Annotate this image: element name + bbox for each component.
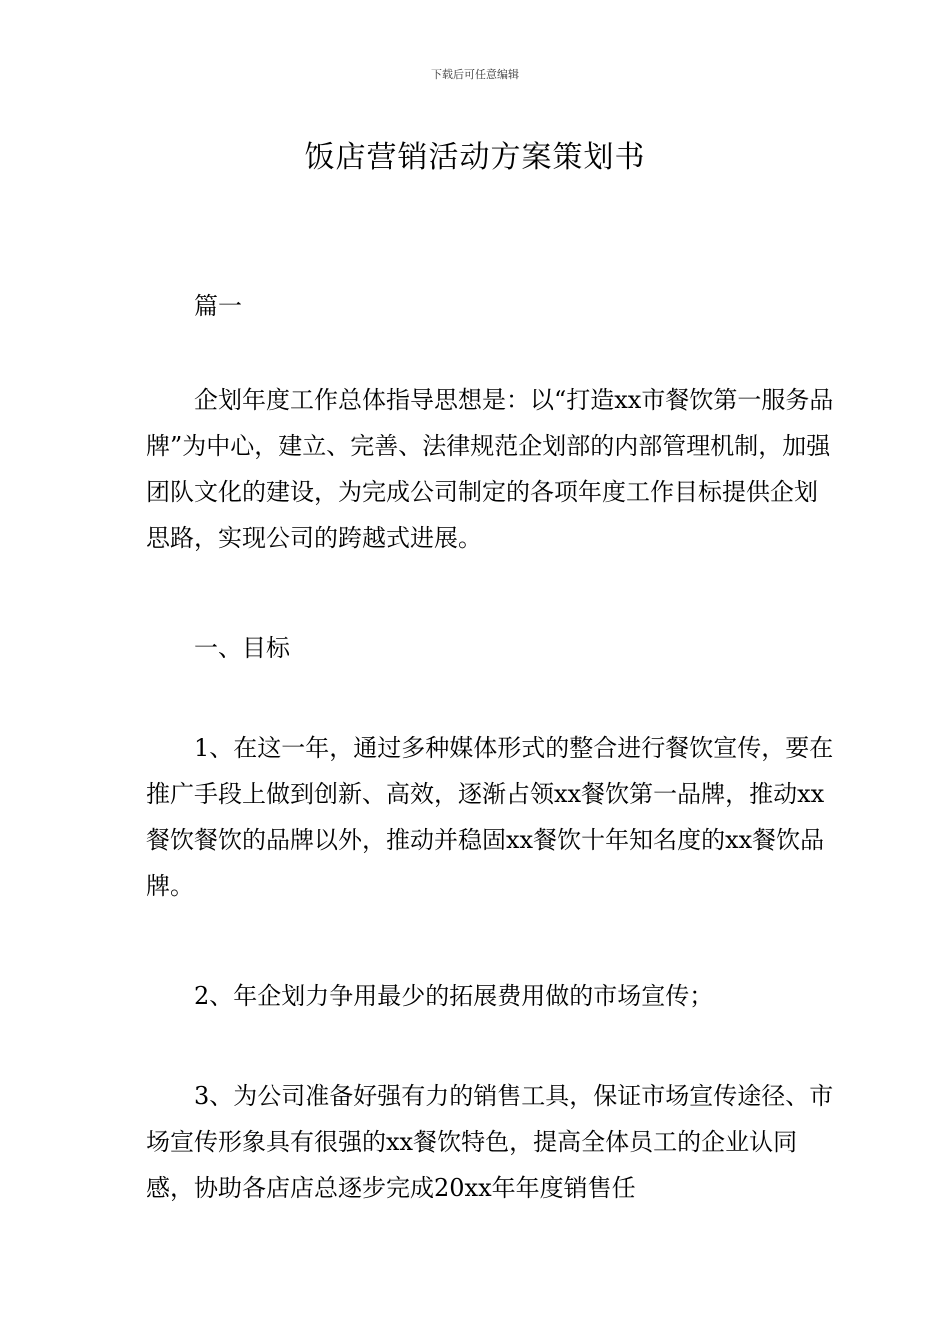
header-note: 下载后可任意编辑 (431, 68, 519, 81)
goal-paragraph-2: 2、年企划力争用最少的拓展费用做的市场宣传； (194, 982, 714, 1010)
goal-paragraph-3: 3、为公司准备好强有力的销售工具，保证市场宣传途径、市场宣传形象具有很强的xx餐饮特色，提高全体员工的企业认同感，协助各店店总逐步完成20xx年年度销售任 (146, 1082, 834, 1202)
chapter-label: 篇一 (194, 292, 242, 320)
document-title: 饭店营销活动方案策划书 (304, 140, 646, 175)
goal-paragraph-1: 1、在这一年，通过多种媒体形式的整合进行餐饮宣传，要在推广手段上做到创新、高效，逐渐占领xx餐饮第一品牌，推动xx餐饮餐饮的品牌以外，推动并稳固xx餐饮十年知名度的xx餐饮品牌。 (146, 734, 834, 900)
intro-paragraph: 企划年度工作总体指导思想是：以“打造xx市餐饮第一服务品牌”为中心，建立、完善、法律规范企划部的内部管理机制，加强团队文化的建设，为完成公司制定的各项年度工作目标提供企划思路，实现公司的跨越式进展。 (146, 386, 834, 552)
section-heading: 一、目标 (194, 634, 290, 662)
